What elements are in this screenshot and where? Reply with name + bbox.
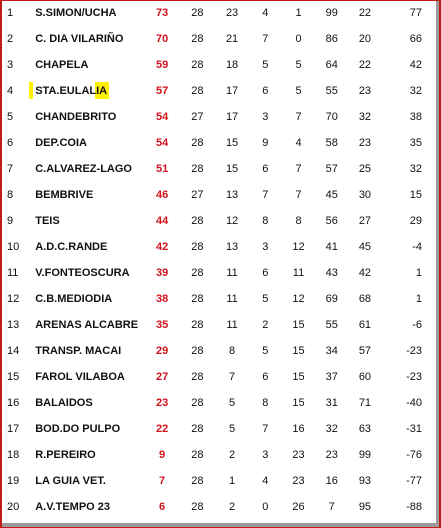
table-row	[2, 208, 434, 234]
position-cell: 14	[7, 345, 20, 357]
drawn-cell: 3	[262, 111, 269, 123]
goal-difference-cell: -6	[412, 319, 422, 331]
drawn-cell: 7	[262, 423, 269, 435]
goals-for-cell: 70	[325, 111, 338, 123]
won-cell: 5	[229, 423, 236, 435]
played-cell: 28	[191, 59, 204, 71]
goals-for-cell: 23	[325, 449, 338, 461]
table-row	[2, 52, 434, 78]
won-cell: 17	[225, 85, 239, 97]
points-cell: 57	[155, 85, 169, 97]
won-cell: 11	[226, 267, 238, 279]
table-row	[2, 260, 434, 286]
played-cell: 28	[191, 501, 204, 513]
drawn-cell: 6	[262, 85, 269, 97]
team-name-cell: C.ALVAREZ-LAGO	[35, 163, 132, 175]
goal-difference-cell: -76	[406, 449, 422, 461]
played-cell: 28	[191, 293, 204, 305]
played-cell: 28	[191, 7, 204, 19]
table-row	[2, 338, 434, 364]
goals-against-cell: 25	[358, 163, 372, 175]
won-cell: 18	[225, 59, 239, 71]
won-cell: 7	[229, 371, 236, 383]
won-cell: 8	[229, 345, 236, 357]
won-cell: 13	[225, 241, 239, 253]
position-cell: 13	[7, 319, 20, 331]
goals-for-cell: 34	[325, 345, 338, 357]
lost-cell: 16	[292, 423, 305, 435]
drawn-cell: 3	[262, 449, 269, 461]
position-cell: 15	[7, 371, 20, 383]
played-cell: 28	[191, 345, 204, 357]
lost-cell: 23	[292, 449, 305, 461]
lost-cell: 1	[295, 7, 302, 19]
goal-difference-cell: 1	[415, 267, 422, 279]
lost-cell: 15	[292, 319, 305, 331]
goals-for-cell: 64	[325, 59, 338, 71]
team-name-cell: CHAPELA	[35, 59, 89, 71]
goals-against-cell: 22	[358, 59, 372, 71]
drawn-cell: 4	[262, 7, 269, 19]
position-cell: 19	[7, 475, 20, 487]
won-cell: 17	[225, 111, 239, 123]
table-row	[2, 104, 434, 130]
table-row	[2, 390, 434, 416]
points-cell: 35	[155, 319, 169, 331]
goals-against-cell: 63	[358, 423, 372, 435]
team-name-cell: BEMBRIVE	[35, 189, 94, 201]
team-name-cell: STA.EULALIA	[35, 78, 145, 104]
lost-cell: 12	[292, 293, 305, 305]
table-row	[2, 468, 434, 494]
goal-difference-cell: -4	[412, 241, 422, 253]
team-name-cell: C.B.MEDIODIA	[35, 293, 113, 305]
points-cell: 22	[155, 423, 169, 435]
points-cell: 7	[159, 475, 166, 487]
goal-difference-cell: 29	[409, 215, 422, 227]
team-name-cell: C. DIA VILARIÑO	[35, 33, 124, 45]
team-name-cell: A.V.TEMPO 23	[35, 501, 111, 513]
points-cell: 6	[159, 501, 166, 513]
position-cell: 1	[7, 7, 14, 19]
played-cell: 28	[191, 319, 204, 331]
goal-difference-cell: -77	[406, 475, 422, 487]
goal-difference-cell: -31	[406, 423, 422, 435]
position-cell: 3	[7, 59, 14, 71]
team-name-cell: R.PEREIRO	[35, 449, 96, 461]
position-cell: 5	[7, 111, 14, 123]
played-cell: 28	[191, 215, 204, 227]
played-cell: 27	[191, 189, 204, 201]
position-cell: 7	[7, 163, 14, 175]
lost-cell: 7	[295, 163, 302, 175]
won-cell: 21	[225, 33, 239, 45]
points-cell: 39	[155, 267, 169, 279]
goal-difference-cell: 32	[409, 163, 422, 175]
table-row	[2, 442, 434, 468]
goal-difference-cell: 15	[409, 189, 422, 201]
drawn-cell: 6	[262, 267, 269, 279]
points-cell: 38	[155, 293, 169, 305]
goals-for-cell: 69	[325, 293, 338, 305]
won-cell: 2	[229, 501, 236, 513]
team-name-cell: DEP.COIA	[35, 137, 87, 149]
played-cell: 28	[191, 371, 204, 383]
team-name-cell: BOD.DO PULPO	[35, 423, 121, 435]
goals-for-cell: 57	[325, 163, 338, 175]
goals-against-cell: 60	[358, 371, 372, 383]
team-name-cell: FAROL VILABOA	[35, 371, 125, 383]
table-row	[2, 416, 434, 442]
table-row	[2, 494, 434, 520]
goal-difference-cell: -40	[406, 397, 422, 409]
won-cell: 11	[226, 319, 238, 331]
lost-cell: 23	[292, 475, 305, 487]
goals-against-cell: 99	[358, 449, 372, 461]
goals-against-cell: 93	[358, 475, 372, 487]
won-cell: 15	[225, 137, 239, 149]
lost-cell: 15	[292, 397, 305, 409]
lost-cell: 7	[295, 111, 302, 123]
goals-against-cell: 71	[358, 397, 372, 409]
drawn-cell: 3	[262, 241, 269, 253]
played-cell: 28	[191, 85, 204, 97]
table-row	[2, 26, 434, 52]
table-row	[2, 0, 434, 26]
lost-cell: 7	[295, 189, 302, 201]
goals-against-cell: 61	[358, 319, 372, 331]
table-row	[2, 364, 434, 390]
position-cell: 17	[7, 423, 20, 435]
played-cell: 28	[191, 137, 204, 149]
points-cell: 54	[155, 137, 169, 149]
standings-table	[2, 0, 434, 520]
drawn-cell: 5	[262, 293, 269, 305]
played-cell: 27	[191, 111, 204, 123]
team-name-cell: ARENAS ALCABRE	[35, 319, 139, 331]
points-cell: 27	[155, 371, 169, 383]
goals-against-cell: 68	[358, 293, 372, 305]
won-cell: 1	[229, 475, 236, 487]
position-cell: 12	[7, 293, 20, 305]
goal-difference-cell: 35	[409, 137, 422, 149]
won-cell: 12	[225, 215, 239, 227]
played-cell: 28	[191, 163, 204, 175]
team-name-cell: LA GUIA VET.	[35, 475, 106, 487]
table-row	[2, 182, 434, 208]
goal-difference-cell: -23	[406, 345, 422, 357]
drawn-cell: 5	[262, 345, 269, 357]
team-name-cell: S.SIMON/UCHA	[35, 7, 117, 19]
table-row	[2, 312, 434, 338]
lost-cell: 15	[292, 345, 305, 357]
goals-for-cell: 41	[325, 241, 338, 253]
lost-cell: 5	[295, 59, 302, 71]
goals-for-cell: 55	[325, 319, 338, 331]
lost-cell: 4	[295, 137, 302, 149]
drawn-cell: 7	[262, 33, 269, 45]
goals-for-cell: 45	[325, 189, 338, 201]
goals-for-cell: 43	[325, 267, 338, 279]
goals-against-cell: 45	[358, 241, 372, 253]
won-cell: 23	[225, 7, 239, 19]
played-cell: 28	[191, 397, 204, 409]
points-cell: 29	[155, 345, 169, 357]
drawn-cell: 7	[262, 189, 269, 201]
table-row	[2, 286, 434, 312]
goals-against-cell: 95	[358, 501, 372, 513]
points-cell: 44	[155, 215, 169, 227]
lost-cell: 0	[295, 33, 302, 45]
lost-cell: 12	[292, 241, 305, 253]
position-cell: 8	[7, 189, 14, 201]
position-cell: 20	[7, 501, 20, 513]
lost-cell: 11	[292, 267, 305, 279]
position-cell: 18	[7, 449, 20, 461]
goal-difference-cell: 32	[409, 85, 422, 97]
drawn-cell: 8	[262, 397, 269, 409]
position-cell: 9	[7, 215, 14, 227]
goals-for-cell: 31	[325, 397, 338, 409]
played-cell: 28	[191, 423, 204, 435]
points-cell: 59	[155, 59, 169, 71]
position-cell: 11	[7, 267, 19, 279]
played-cell: 28	[191, 241, 204, 253]
goal-difference-cell: -23	[406, 371, 422, 383]
goals-against-cell: 30	[358, 189, 372, 201]
goals-for-cell: 16	[325, 475, 338, 487]
drawn-cell: 4	[262, 475, 269, 487]
position-cell: 6	[7, 137, 14, 149]
points-cell: 73	[155, 7, 169, 19]
goals-against-cell: 20	[358, 33, 372, 45]
highlight-marker	[29, 82, 33, 99]
drawn-cell: 5	[262, 59, 269, 71]
points-cell: 9	[159, 449, 166, 461]
won-cell: 5	[229, 397, 236, 409]
goals-for-cell: 58	[325, 137, 338, 149]
lost-cell: 5	[295, 85, 302, 97]
goals-against-cell: 57	[358, 345, 372, 357]
goals-against-cell: 32	[358, 111, 372, 123]
goals-for-cell: 7	[328, 501, 335, 513]
table-row	[2, 234, 434, 260]
goals-for-cell: 56	[325, 215, 338, 227]
drawn-cell: 6	[262, 163, 269, 175]
goal-difference-cell: 66	[409, 33, 422, 45]
position-cell: 2	[7, 33, 14, 45]
goals-for-cell: 37	[325, 371, 338, 383]
points-cell: 70	[155, 33, 169, 45]
played-cell: 28	[191, 475, 204, 487]
goal-difference-cell: 38	[409, 111, 422, 123]
points-cell: 54	[155, 111, 169, 123]
team-name-cell: TRANSP. MACAI	[35, 345, 122, 357]
drawn-cell: 9	[262, 137, 269, 149]
goal-difference-cell: 77	[409, 7, 422, 19]
played-cell: 28	[191, 449, 204, 461]
goals-for-cell: 86	[325, 33, 338, 45]
points-cell: 46	[155, 189, 169, 201]
won-cell: 2	[229, 449, 236, 461]
points-cell: 51	[155, 163, 169, 175]
goals-against-cell: 22	[358, 7, 372, 19]
team-name-cell: BALAIDOS	[35, 397, 93, 409]
goals-against-cell: 42	[358, 267, 372, 279]
goal-difference-cell: 1	[415, 293, 422, 305]
lost-cell: 8	[295, 215, 302, 227]
goals-for-cell: 99	[325, 7, 338, 19]
team-name-cell: TEIS	[35, 215, 60, 227]
table-row	[2, 130, 434, 156]
goals-against-cell: 27	[358, 215, 372, 227]
won-cell: 15	[225, 163, 239, 175]
position-cell: 10	[7, 241, 20, 253]
table-row	[2, 156, 434, 182]
position-cell: 4	[7, 85, 14, 97]
points-cell: 42	[155, 241, 169, 253]
team-name-cell: A.D.C.RANDE	[35, 241, 108, 253]
played-cell: 28	[191, 267, 204, 279]
won-cell: 11	[226, 293, 238, 305]
team-name-cell: CHANDEBRITO	[35, 111, 117, 123]
goals-for-cell: 55	[325, 85, 338, 97]
drawn-cell: 2	[262, 319, 269, 331]
goals-for-cell: 32	[325, 423, 338, 435]
goals-against-cell: 23	[358, 137, 372, 149]
lost-cell: 26	[292, 501, 305, 513]
goal-difference-cell: 42	[409, 59, 422, 71]
team-name-cell: V.FONTEOSCURA	[35, 267, 130, 279]
drawn-cell: 8	[262, 215, 269, 227]
won-cell: 13	[225, 189, 239, 201]
position-cell: 16	[7, 397, 20, 409]
drawn-cell: 0	[262, 501, 269, 513]
points-cell: 23	[155, 397, 169, 409]
goal-difference-cell: -88	[406, 501, 422, 513]
played-cell: 28	[191, 33, 204, 45]
drawn-cell: 6	[262, 371, 269, 383]
lost-cell: 15	[292, 371, 305, 383]
table-row	[2, 78, 434, 104]
goals-against-cell: 23	[358, 85, 372, 97]
